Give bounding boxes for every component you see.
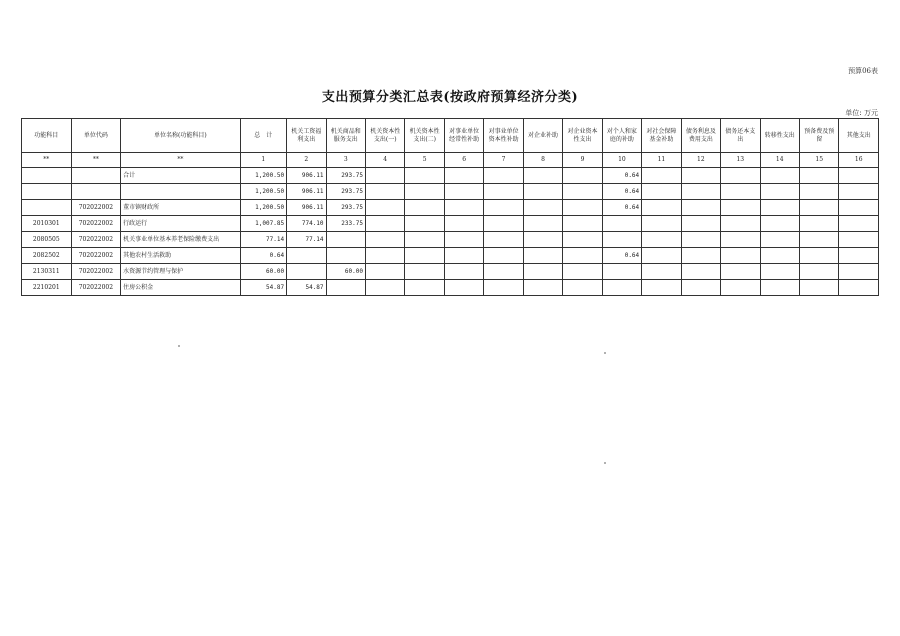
cell-c10: 0.64 xyxy=(602,168,641,184)
cell-c2: 906.11 xyxy=(287,184,326,200)
scan-speck xyxy=(604,352,606,354)
cell-c11 xyxy=(642,216,681,232)
cell-c4 xyxy=(365,200,404,216)
cell-c5 xyxy=(405,168,444,184)
table-row xyxy=(22,280,879,296)
cell-c13 xyxy=(721,200,760,216)
cell-name: 水资源节约管理与保护 xyxy=(121,264,240,280)
cell-c8 xyxy=(523,168,562,184)
cell-c7 xyxy=(484,184,523,200)
column-index: ** xyxy=(22,153,72,168)
cell-c6 xyxy=(444,216,483,232)
table-row xyxy=(22,216,879,232)
cell-c13 xyxy=(721,168,760,184)
cell-c14 xyxy=(760,232,799,248)
cell-c4 xyxy=(365,280,404,296)
column-index: 11 xyxy=(642,153,681,168)
cell-c9 xyxy=(563,280,602,296)
column-index: 13 xyxy=(721,153,760,168)
cell-c7 xyxy=(484,216,523,232)
cell-total: 77.14 xyxy=(240,232,287,248)
cell-c11 xyxy=(642,200,681,216)
cell-c13 xyxy=(721,184,760,200)
column-index: 5 xyxy=(405,153,444,168)
cell-c10: 0.64 xyxy=(602,248,641,264)
cell-c2: 906.11 xyxy=(287,168,326,184)
cell-c14 xyxy=(760,168,799,184)
cell-c13 xyxy=(721,280,760,296)
table-row xyxy=(22,168,879,184)
cell-c16 xyxy=(839,232,879,248)
cell-c14 xyxy=(760,264,799,280)
cell-c13 xyxy=(721,264,760,280)
column-index: 4 xyxy=(365,153,404,168)
column-index: 2 xyxy=(287,153,326,168)
cell-c6 xyxy=(444,264,483,280)
cell-c10: 0.64 xyxy=(602,200,641,216)
cell-func: 2010301 xyxy=(22,216,72,232)
cell-name: 行政运行 xyxy=(121,216,240,232)
cell-c8 xyxy=(523,264,562,280)
cell-c3: 60.00 xyxy=(326,264,365,280)
column-header: 其他支出 xyxy=(839,119,879,153)
cell-c11 xyxy=(642,232,681,248)
cell-total: 1,200.50 xyxy=(240,200,287,216)
column-header: 对事业单位资本性补助 xyxy=(484,119,523,153)
form-number: 预算06表 xyxy=(848,67,878,75)
cell-c10 xyxy=(602,232,641,248)
page-title: 支出预算分类汇总表(按政府预算经济分类) xyxy=(321,90,579,105)
cell-code: 702022002 xyxy=(71,200,121,216)
column-index: ** xyxy=(121,153,240,168)
column-header: 债务还本支出 xyxy=(721,119,760,153)
cell-c11 xyxy=(642,264,681,280)
column-index: 1 xyxy=(240,153,287,168)
cell-c3: 293.75 xyxy=(326,168,365,184)
cell-c5 xyxy=(405,216,444,232)
cell-c7 xyxy=(484,248,523,264)
cell-c12 xyxy=(681,232,720,248)
cell-c10 xyxy=(602,216,641,232)
budget-table xyxy=(21,118,879,296)
column-index: 7 xyxy=(484,153,523,168)
cell-c5 xyxy=(405,248,444,264)
cell-c7 xyxy=(484,200,523,216)
column-index: 12 xyxy=(681,153,720,168)
cell-name: 董市镇财政所 xyxy=(121,200,240,216)
cell-c14 xyxy=(760,216,799,232)
cell-c8 xyxy=(523,280,562,296)
column-index: 9 xyxy=(563,153,602,168)
column-header: 对事业单位经常性补助 xyxy=(444,119,483,153)
column-header: 机关资本性支出(一) xyxy=(365,119,404,153)
scan-speck xyxy=(178,345,180,347)
cell-c9 xyxy=(563,200,602,216)
cell-c3: 293.75 xyxy=(326,184,365,200)
cell-total: 0.64 xyxy=(240,248,287,264)
cell-func xyxy=(22,168,72,184)
cell-c16 xyxy=(839,168,879,184)
column-index: 6 xyxy=(444,153,483,168)
cell-c15 xyxy=(799,168,838,184)
cell-c9 xyxy=(563,216,602,232)
cell-c9 xyxy=(563,168,602,184)
column-index: 10 xyxy=(602,153,641,168)
column-header: 单位代码 xyxy=(71,119,121,153)
cell-name xyxy=(121,184,240,200)
cell-c15 xyxy=(799,280,838,296)
table-row xyxy=(22,264,879,280)
cell-name: 合计 xyxy=(121,168,240,184)
cell-name: 住房公积金 xyxy=(121,280,240,296)
cell-c8 xyxy=(523,248,562,264)
cell-total: 1,200.50 xyxy=(240,168,287,184)
cell-c12 xyxy=(681,168,720,184)
cell-c10: 0.64 xyxy=(602,184,641,200)
table-row xyxy=(22,248,879,264)
cell-c12 xyxy=(681,280,720,296)
column-header: 预备费及预留 xyxy=(799,119,838,153)
column-header: 机关商品和服务支出 xyxy=(326,119,365,153)
index-row xyxy=(22,153,879,168)
cell-c12 xyxy=(681,200,720,216)
cell-c5 xyxy=(405,264,444,280)
column-index: 8 xyxy=(523,153,562,168)
cell-c5 xyxy=(405,232,444,248)
cell-c4 xyxy=(365,184,404,200)
cell-c7 xyxy=(484,264,523,280)
cell-c8 xyxy=(523,216,562,232)
cell-c12 xyxy=(681,264,720,280)
cell-c5 xyxy=(405,280,444,296)
cell-c6 xyxy=(444,184,483,200)
cell-c12 xyxy=(681,184,720,200)
cell-c16 xyxy=(839,200,879,216)
column-index: 15 xyxy=(799,153,838,168)
cell-c6 xyxy=(444,232,483,248)
cell-c12 xyxy=(681,248,720,264)
cell-c3 xyxy=(326,248,365,264)
column-header: 单位名称(功能科目) xyxy=(121,119,240,153)
cell-c14 xyxy=(760,248,799,264)
cell-c3: 233.75 xyxy=(326,216,365,232)
cell-c14 xyxy=(760,184,799,200)
column-header: 转移性支出 xyxy=(760,119,799,153)
table-row xyxy=(22,200,879,216)
cell-func: 2082502 xyxy=(22,248,72,264)
cell-c2 xyxy=(287,264,326,280)
cell-c10 xyxy=(602,280,641,296)
cell-c16 xyxy=(839,216,879,232)
cell-c14 xyxy=(760,200,799,216)
cell-c13 xyxy=(721,232,760,248)
cell-code: 702022002 xyxy=(71,280,121,296)
cell-c4 xyxy=(365,168,404,184)
cell-func xyxy=(22,184,72,200)
cell-c15 xyxy=(799,264,838,280)
cell-code: 702022002 xyxy=(71,232,121,248)
cell-code: 702022002 xyxy=(71,264,121,280)
column-index: ** xyxy=(71,153,121,168)
cell-c2: 54.87 xyxy=(287,280,326,296)
cell-total: 60.00 xyxy=(240,264,287,280)
column-index: 3 xyxy=(326,153,365,168)
cell-c14 xyxy=(760,280,799,296)
table-row xyxy=(22,184,879,200)
column-header: 功能科目 xyxy=(22,119,72,153)
cell-c5 xyxy=(405,200,444,216)
cell-c2: 77.14 xyxy=(287,232,326,248)
cell-code: 702022002 xyxy=(71,248,121,264)
cell-c16 xyxy=(839,264,879,280)
cell-c13 xyxy=(721,248,760,264)
column-header: 对企业补助 xyxy=(523,119,562,153)
cell-c10 xyxy=(602,264,641,280)
cell-c7 xyxy=(484,280,523,296)
cell-name: 其他农村生活救助 xyxy=(121,248,240,264)
cell-code xyxy=(71,184,121,200)
cell-c11 xyxy=(642,184,681,200)
cell-c5 xyxy=(405,184,444,200)
cell-name: 机关事业单位基本养老保险缴费支出 xyxy=(121,232,240,248)
table-row xyxy=(22,232,879,248)
cell-c2: 906.11 xyxy=(287,200,326,216)
cell-c16 xyxy=(839,184,879,200)
column-header: 对社会保障基金补助 xyxy=(642,119,681,153)
header-row xyxy=(22,119,879,153)
cell-c15 xyxy=(799,248,838,264)
cell-c9 xyxy=(563,232,602,248)
cell-total: 1,200.50 xyxy=(240,184,287,200)
cell-func xyxy=(22,200,72,216)
cell-total: 1,007.85 xyxy=(240,216,287,232)
cell-c4 xyxy=(365,248,404,264)
column-header: 对个人和家庭的补助 xyxy=(602,119,641,153)
cell-c8 xyxy=(523,184,562,200)
cell-c2 xyxy=(287,248,326,264)
cell-code: 702022002 xyxy=(71,216,121,232)
cell-c11 xyxy=(642,280,681,296)
cell-code xyxy=(71,168,121,184)
scan-speck xyxy=(604,462,606,464)
cell-func: 2210201 xyxy=(22,280,72,296)
cell-c2: 774.10 xyxy=(287,216,326,232)
cell-c11 xyxy=(642,168,681,184)
cell-c4 xyxy=(365,264,404,280)
cell-c3: 293.75 xyxy=(326,200,365,216)
cell-c12 xyxy=(681,216,720,232)
cell-c15 xyxy=(799,200,838,216)
cell-c9 xyxy=(563,248,602,264)
cell-func: 2080505 xyxy=(22,232,72,248)
cell-c16 xyxy=(839,280,879,296)
cell-c7 xyxy=(484,232,523,248)
cell-c4 xyxy=(365,232,404,248)
cell-c7 xyxy=(484,168,523,184)
cell-c4 xyxy=(365,216,404,232)
cell-c15 xyxy=(799,216,838,232)
cell-c15 xyxy=(799,232,838,248)
cell-c15 xyxy=(799,184,838,200)
cell-c6 xyxy=(444,200,483,216)
cell-c8 xyxy=(523,200,562,216)
cell-func: 2130311 xyxy=(22,264,72,280)
cell-c3 xyxy=(326,232,365,248)
column-header: 机关工资福利支出 xyxy=(287,119,326,153)
column-index: 14 xyxy=(760,153,799,168)
cell-c6 xyxy=(444,168,483,184)
cell-c8 xyxy=(523,232,562,248)
cell-total: 54.87 xyxy=(240,280,287,296)
cell-c3 xyxy=(326,280,365,296)
cell-c16 xyxy=(839,248,879,264)
column-header: 总 计 xyxy=(240,119,287,153)
cell-c6 xyxy=(444,280,483,296)
column-header: 对企业资本性支出 xyxy=(563,119,602,153)
cell-c9 xyxy=(563,264,602,280)
cell-c9 xyxy=(563,184,602,200)
unit-label: 单位: 万元 xyxy=(845,109,878,117)
column-index: 16 xyxy=(839,153,879,168)
column-header: 债务利息及费用支出 xyxy=(681,119,720,153)
column-header: 机关资本性支出(二) xyxy=(405,119,444,153)
cell-c11 xyxy=(642,248,681,264)
cell-c13 xyxy=(721,216,760,232)
cell-c6 xyxy=(444,248,483,264)
